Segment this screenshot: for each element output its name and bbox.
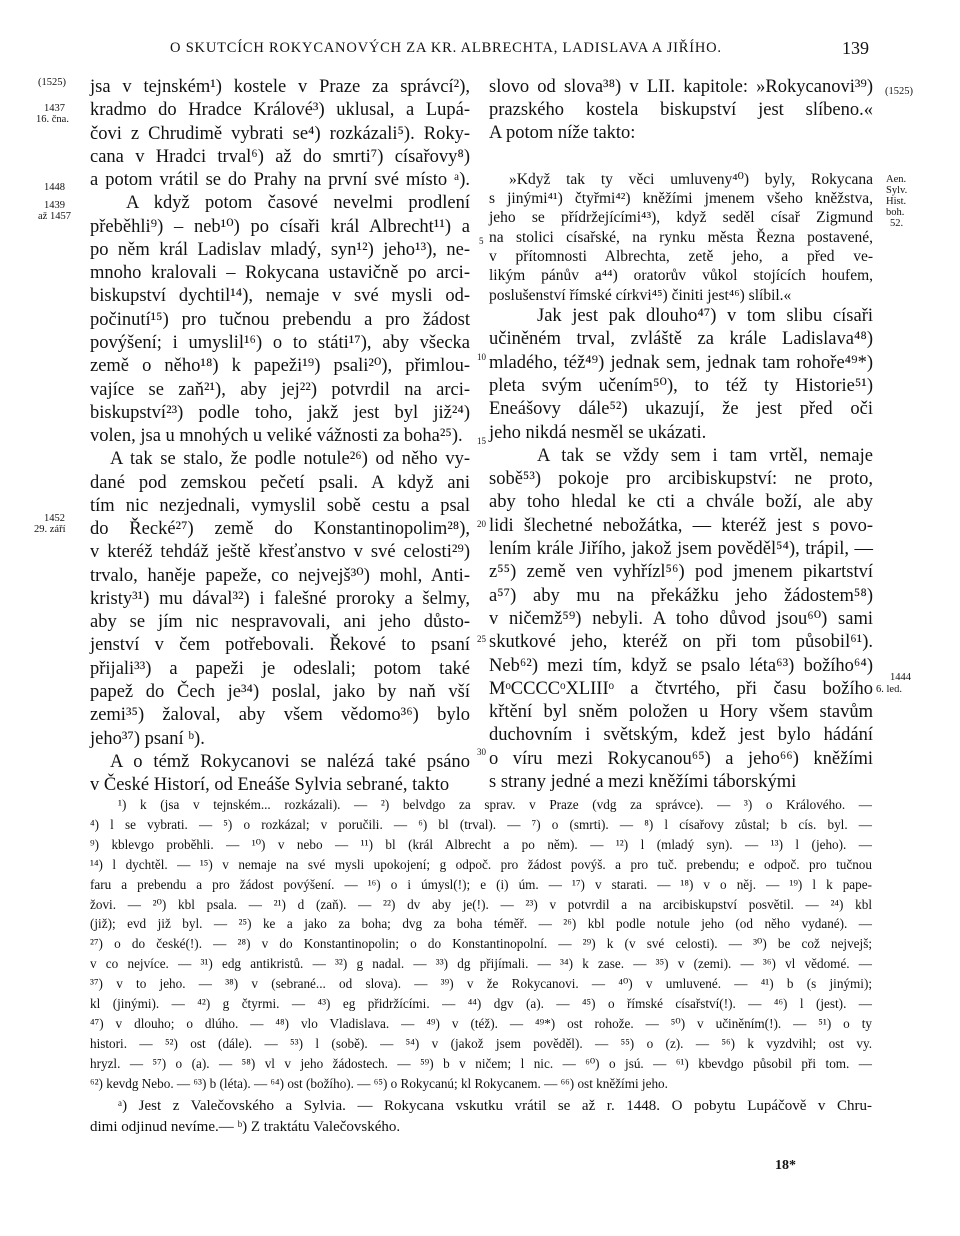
margin-year-1525-right: (1525) xyxy=(885,86,913,97)
footnote-line: kl (jinými). — ⁴²) g čtyrmi. — ⁴³) eg přidržícími. — ⁴⁴) dgv (a). — ⁴⁵) o římské císařství(!). — ⁴⁶) l (jest). — xyxy=(90,996,872,1011)
text-line: přijali³³) a papeži je odeslali; potom také xyxy=(90,659,470,679)
text-line: a⁵⁷) aby mu na překážku jeho žádostem⁵⁸) xyxy=(489,586,873,606)
line-number-15: 15 xyxy=(477,436,486,446)
quote-line: s jinými⁴¹) čtyřmi⁴²) kněžími jmenem všeho kněžstva, xyxy=(489,190,873,207)
quote-line: »Když tak ty věci umluveny⁴⁰) byly, Rokycana xyxy=(509,171,873,188)
margin-source-sylv: Sylv. xyxy=(886,185,908,196)
text-line: povýšení; i umyslil¹⁶) o to státi¹⁷), aby všecka xyxy=(90,333,470,353)
footnote-line: ⁴) l se vybrati. — ⁵) o rozkázal; v poručili. — ⁶) bl (trval). — ⁷) o (smrti). — ⁸) l císařovy zůstal; b cís. byl. — xyxy=(90,816,872,832)
text-line: o víru mezi Rokycanou⁶⁵) a jeho⁶⁶) kněžími xyxy=(489,749,873,769)
footnote-line: ²⁷) o do české(!). — ²⁸) v do Konstantinopolin; o do Konstantinopolní. — ²⁹) k (v své celosti). — ³⁰) be což nejvejš; xyxy=(90,936,872,952)
footnote-line: histori. — ⁵²) ost (dále). — ⁵³) l (sobě). — ⁵⁴) v (jakož jsem pověděl). — ⁵⁵) o (z). — ⁵⁶) k vyzdvihl; ost vy. xyxy=(90,1035,872,1051)
text-line: lidi šlechetné nebožátka, — kteréž jest s povo- xyxy=(489,516,873,536)
text-line: slovo od slova³⁸) v LII. kapitole: »Rokycanovi³⁹) xyxy=(489,77,873,97)
text-line: kristy³¹) mu dával³²) i falešné proroky a šelmy, xyxy=(90,589,470,609)
margin-year-1525-left: (1525) xyxy=(38,77,66,88)
margin-source-boh: boh. xyxy=(886,207,905,218)
text-line: cana v Hradci trval⁶) až do smrti⁷) císařovy⁸) xyxy=(90,147,470,167)
text-line: čovi z Chrudimě vybrati se⁴) rozkázali⁵). Roky- xyxy=(90,124,470,144)
text-line: Neb⁶²) mezi tím, když se psalo léta⁶³) božího⁶⁴) xyxy=(489,656,873,676)
text-line: vajíce se zaň²¹), aby jej²²) potvrdil na arci- xyxy=(90,380,470,400)
margin-source-hist: Hist. xyxy=(886,196,907,207)
text-line: mladého, též⁴⁹) jednak sem, jednak tam rohoře⁴⁹*) xyxy=(489,353,873,373)
margin-date-1452: 29. září xyxy=(34,524,66,535)
text-line: jeho³⁷) psaní ᵇ). xyxy=(90,729,205,749)
text-line: papež do Čech je³⁴) poslal, jako by naň vší xyxy=(90,682,470,702)
footnote-line: ⁴⁷) v dlouho; o dlúho. — ⁴⁸) vlo Vladislava. — ⁴⁹) v (též). — ⁴⁹*) ost rohože. — ⁵⁰) v učiněním(!). — ⁵¹) o ty xyxy=(90,1015,872,1031)
line-number-5: 5 xyxy=(479,236,484,246)
footnote-line: ⁶²) kevdg Nebo. — ⁶³) b (léta). — ⁶⁴) ost (božího). — ⁶⁵) o Rokycanú; kl Rokycanem. — ⁶⁶) ost kněžími jeho. xyxy=(90,1075,668,1091)
text-line: tím nic nezjednali, vymyslil sobě cestu a psal xyxy=(90,496,470,516)
signature-mark: 18* xyxy=(775,1158,796,1173)
margin-year-1437: 1437 xyxy=(44,103,65,114)
line-number-30: 30 xyxy=(477,747,486,757)
margin-years-1439-1457: až 1457 xyxy=(38,211,71,222)
text-line: biskupství²³) podle toho, jakž jest byl již²⁴) xyxy=(90,403,470,423)
line-number-10: 10 xyxy=(477,352,486,362)
text-line: s strany jedné a mezi kněžími táborskými xyxy=(489,772,797,792)
text-line: Jak jest pak dlouho⁴⁷) v tom slibu císaři xyxy=(537,306,873,326)
quote-line: likým pánův a⁴⁴) oratorův vůkol stojících houfem, xyxy=(489,267,873,284)
text-line: v ničemž⁵⁹) nebyli. A toho důvod jsou⁶⁰) sami xyxy=(489,609,873,629)
margin-date-1444: 6. led. xyxy=(876,684,902,695)
footnote-line: v co nejvíce. — ³¹) edg antikristů. — ³²) g nadal. — ³³) dg přijímali. — ³⁴) k zase. — ³⁵) v (zemi). — ³⁶) vl vědomé. — xyxy=(90,956,872,972)
running-title: O SKUTCÍCH ROKYCANOVÝCH ZA KR. ALBRECHTA, LADISLAVA A JIŘÍHO. xyxy=(170,40,722,56)
quote-line: v přítomnosti Albrechta, zetě jeho, a před ve- xyxy=(489,248,873,265)
footnote-line: faru a prebendu a pro žádost povýšení. — ¹⁶) o i úmysl(!); e (i) úm. — ¹⁷) v starati. — ¹⁸) v o něj. — ¹⁹) l k pape- xyxy=(90,876,872,892)
text-line: aby toho hledal ke cti a chvále boží, ale aby xyxy=(489,492,873,512)
text-line: A potom níže takto: xyxy=(489,123,636,143)
text-line: sobě⁵³) pokoje pro arcibiskupství: ne proto, xyxy=(489,469,873,489)
text-line: do Řecké²⁷) země do Konstantinopolim²⁸), xyxy=(90,519,470,539)
text-line: jsa v tejnském¹) kostele v Praze za správcí²), xyxy=(90,77,470,97)
text-line: skutkové jeho, kteréž on při tom působil⁶¹). xyxy=(489,632,873,652)
margin-source-52: 52. xyxy=(890,218,904,229)
margin-year-1444: 1444 xyxy=(890,672,911,683)
footnote-line: ⁹) kblevgo proběhli. — ¹⁰) v nebo — ¹¹) bl (král Albrecht a po něm). — ¹²) l (mladý syn). — ¹³) l (jeho). — xyxy=(90,836,872,852)
footnote-line: hryzl. — ⁵⁷) o (a). — ⁵⁸) vl v jeho žádostech. — ⁵⁹) b v ničem; l nic. — ⁶⁰) o jsú. — ⁶¹) kbevdgo působil při tom. — xyxy=(90,1055,872,1071)
page-number: 139 xyxy=(842,38,869,58)
text-line: po něm král Ladislav mladý, syn¹²) jeho¹³), ne- xyxy=(90,240,470,260)
text-line: duchovním i světským, kdež jest bylo hádání xyxy=(489,725,873,745)
text-line: dané pod zemskou pečetí psali. A když ani xyxy=(90,473,470,493)
margin-year-1448: 1448 xyxy=(44,182,65,193)
text-line: jenství v čem potřebovali. Řekové to psaní xyxy=(90,635,470,655)
footnote-line: ¹) k (jsa v tejnském... rozkázali). — ²) belvdgo za sprav. v Praze (vdg za správce). — ³) o Králového. — xyxy=(118,797,872,812)
editorial-note-line: dimi odjinud nevíme.— ᵇ) Z traktátu Valečovského. xyxy=(90,1119,401,1135)
text-line: zemi³⁵) žaloval, aby všem vědomo³⁶) bylo xyxy=(90,705,470,725)
quote-line: poslušenství římské církvi⁴⁵) činiti jest⁴⁶) slíbil.« xyxy=(489,287,792,304)
text-line: Eneášovy dále⁵²) ukazují, že jest před oči xyxy=(489,399,873,419)
footnote-line: ³⁷) v to jeho. — ³⁸) v (sebrané... od slova). — ³⁹) v že Rokycanovi. — ⁴⁰) v umluvené. — ⁴¹) b (s jinými); xyxy=(90,976,872,992)
text-line: lením krále Jiřího, jakož jsem pověděl⁵⁴), trápil, — xyxy=(489,539,873,559)
text-line: z⁵⁵) země ven vyhřízl⁵⁶) pod jmenem pikartství xyxy=(489,562,873,582)
footnote-line: ¹⁴) l dychtěl. — ¹⁵) v nemaje na své mysli upokojení; g odpoč. pro žádost povýš. a pro tuč. prebendu; e odpoč. pro tučnou xyxy=(90,856,872,872)
text-line: v České Historí, od Eneáše Sylvia sebrané, takto xyxy=(90,775,450,795)
line-number-25: 25 xyxy=(477,634,486,644)
margin-year-1452: 1452 xyxy=(44,513,65,524)
text-line: aby se jím nic nespravovali, ani jeho důsto- xyxy=(90,612,470,632)
text-line: a potom vrátil se do Prahy na první své místo ᵃ). xyxy=(90,170,470,190)
text-line: MᵒCCCCᵒXLIIIᵒ a čtvrtého, při času božího xyxy=(489,679,873,699)
page-header xyxy=(0,40,960,62)
text-line: A o témž Rokycanovi se nalézá také psáno xyxy=(110,752,470,772)
editorial-note-line: ᵃ) Jest z Valečovského a Sylvia. — Rokycana vskutku vrátil se až r. 1448. O pobytu Lupáčově v Chru- xyxy=(118,1098,872,1114)
text-line: pleta svým učením⁵⁰), to též ty Historie⁵¹) xyxy=(489,376,873,396)
text-line: země o něho¹⁸) k papeži¹⁹) psali²⁰), přimlou- xyxy=(90,356,470,376)
margin-year-1439: 1439 xyxy=(44,200,65,211)
text-line: volen, jsa u mnohých u veliké vážnosti za boha²⁵). xyxy=(90,426,463,446)
text-line: kradmo do Hradce Králové³) uklusal, a Lupá- xyxy=(90,100,470,120)
margin-date-1437: 16. čna. xyxy=(36,114,69,125)
text-line: biskupství dychtil¹⁴), nemaje v své mysli od- xyxy=(90,286,470,306)
text-line: křtění byl sněm položen u Hory všem stavům xyxy=(489,702,873,722)
text-line: A tak se vždy sem i tam vrtěl, nemaje xyxy=(537,446,873,466)
footnote-line: (již); evd již byl. — ²⁵) ke a jako za boha; dvg za boha téměř. — ²⁶) kbl podle notule jeho (od něho vydané). — xyxy=(90,916,872,932)
quote-line: jeho se přídržejícími⁴³), když seděl císař Zigmund xyxy=(489,209,873,226)
text-line: počinutí¹⁵) pro tučnou prebendu a pro žádost xyxy=(90,310,470,330)
text-line: A když potom časové nevelmi prodlení xyxy=(126,193,470,213)
margin-source-aen: Aen. xyxy=(886,174,907,185)
text-line: jeho nikdá nesměl se ukázati. xyxy=(489,423,707,443)
text-line: A tak se stalo, že podle notule²⁶) od něho vy- xyxy=(110,449,470,469)
text-line: přeběhli⁹) – neb¹⁰) po císaři král Albrecht¹¹) a xyxy=(90,217,470,237)
text-line: učiněném trval, zvláště za krále Ladislava⁴⁸) xyxy=(489,329,873,349)
text-line: mnoho kralovali – Rokycana ustavičně po arci- xyxy=(90,263,470,283)
text-line: prazského kostela biskupství jest slíbeno.« xyxy=(489,100,873,120)
text-line: trvalo, haněje papeže, co nejvejš³⁰) mohl, Anti- xyxy=(90,566,470,586)
footnote-line: žovi. — ²⁰) kbl psala. — ²¹) d (zaň). — ²²) dv aby je(!). — ²³) v potvrdil a na arcibiskupství posvětil. — ²⁴) kbl xyxy=(90,896,872,912)
text-line: v kteréž tehdáž ještě křesťanstvo v své celosti²⁹) xyxy=(90,542,470,562)
quote-line: na stolici císařské, na rynku města Řezna postavené, xyxy=(489,229,873,246)
line-number-20: 20 xyxy=(477,519,486,529)
